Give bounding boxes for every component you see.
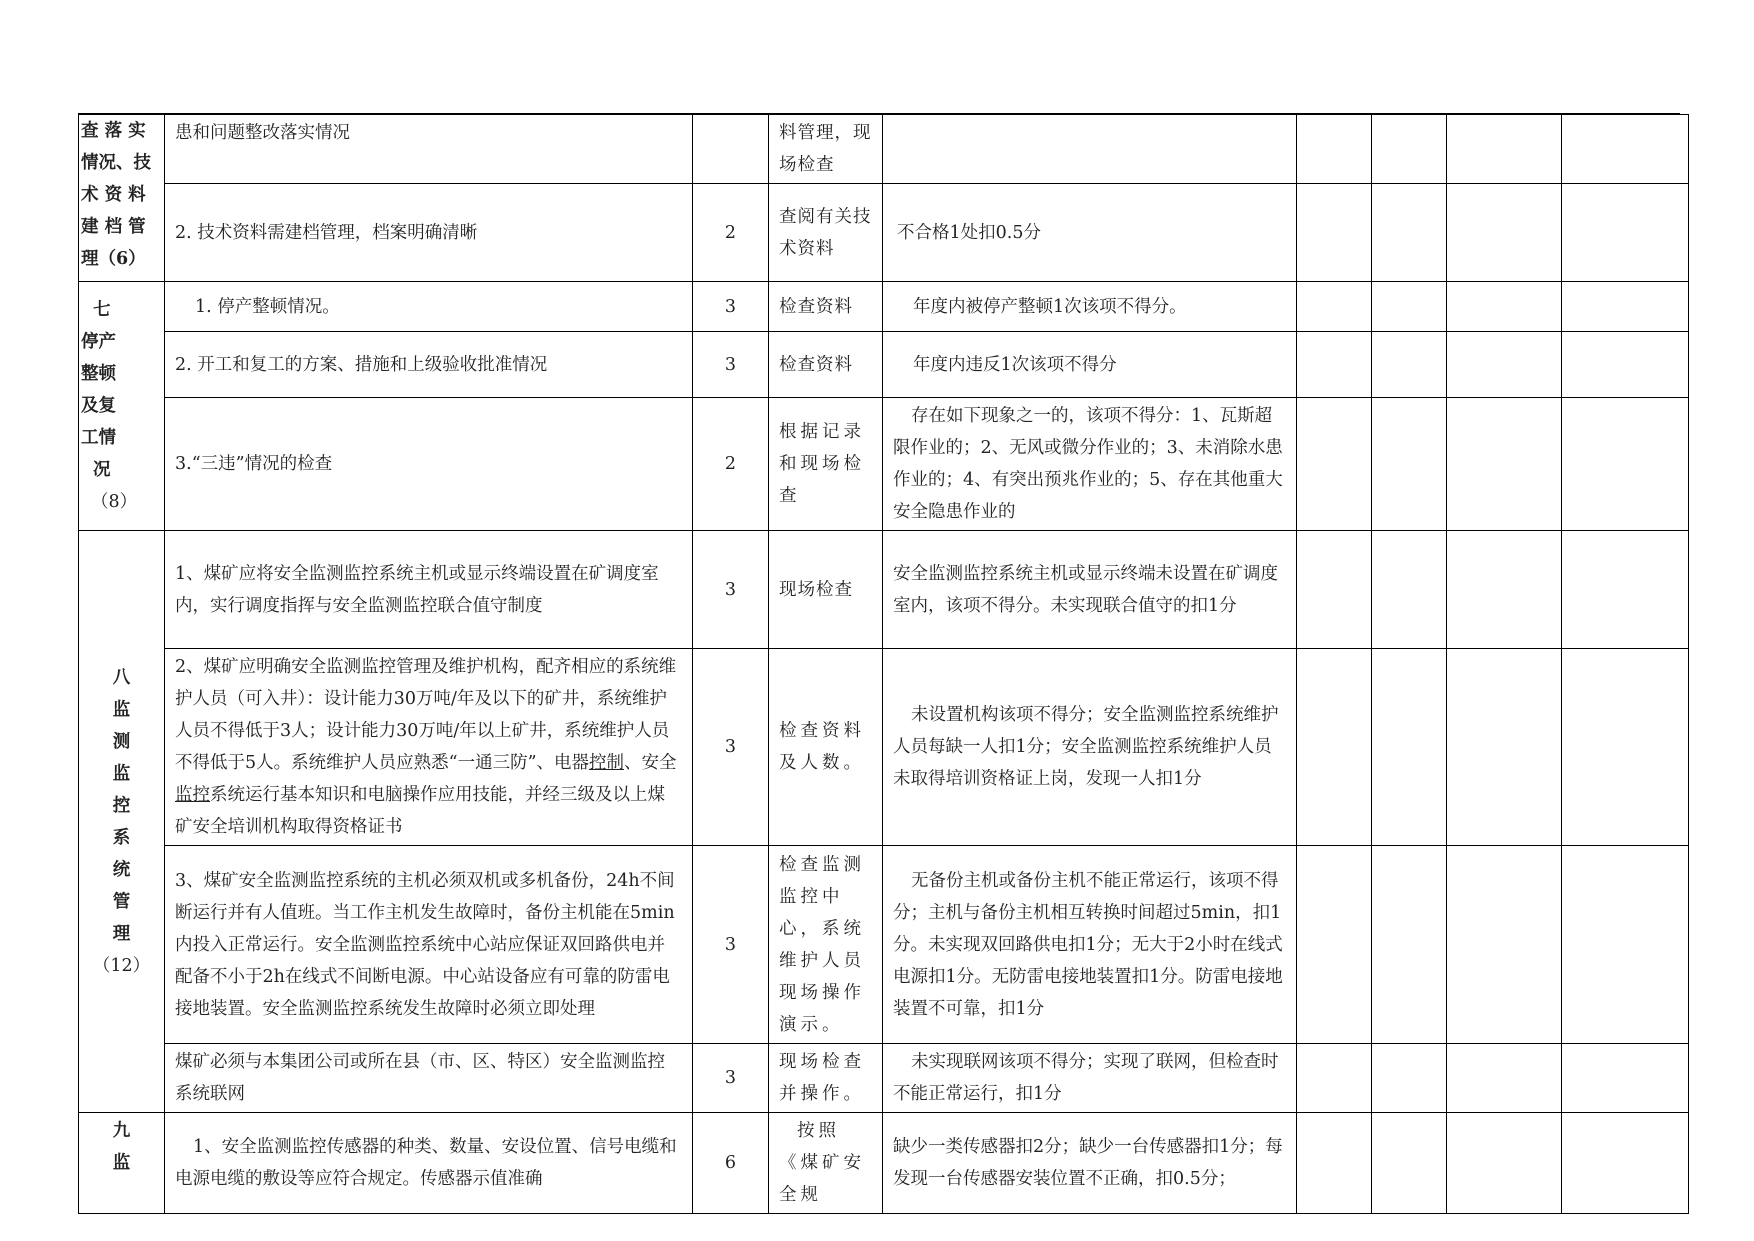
- rule-cell: 存在如下现象之一的，该项不得分：1、瓦斯超限作业的；2、无风或微分作业的；3、未消除水患作业的；4、有突出预兆作业的；5、存在其他重大安全隐患作业的: [883, 398, 1297, 531]
- table-row: [79, 531, 1689, 649]
- blank-cell: [1297, 649, 1372, 846]
- score-cell: 3: [693, 531, 769, 649]
- blank-cell: [1447, 1113, 1562, 1214]
- blank-cell: [1297, 846, 1372, 1044]
- category-line: 八: [112, 667, 131, 688]
- method-cell: 料管理，现场检查: [769, 115, 883, 184]
- table-row: [79, 184, 1689, 282]
- blank-cell: [1297, 282, 1372, 332]
- category-line: （12）: [92, 955, 151, 976]
- category-line: 工情: [81, 428, 116, 448]
- score-cell: 2: [693, 184, 769, 282]
- method-cell: 按照《煤矿安全规: [769, 1113, 883, 1214]
- item-cell: 患和问题整改落实情况: [165, 115, 693, 184]
- method-cell: 现场检查: [769, 531, 883, 649]
- blank-cell: [1447, 846, 1562, 1044]
- blank-cell: [1297, 184, 1372, 282]
- blank-cell: [1372, 531, 1447, 649]
- category-line: 术 资 料: [81, 185, 146, 205]
- category-line: 及复: [81, 396, 116, 416]
- method-cell: 现场检查并操作。: [769, 1044, 883, 1113]
- category-line: 监: [112, 763, 131, 784]
- rule-cell: 未设置机构该项不得分；安全监测监控系统维护人员每缺一人扣1分；安全监测监控系统维护人员未取得培训资格证上岗，发现一人扣1分: [883, 649, 1297, 846]
- item-cell: 1. 停产整顿情况。: [165, 282, 693, 332]
- blank-cell: [1447, 1044, 1562, 1113]
- category-cell-8: [79, 531, 165, 1113]
- category-line: 监: [112, 699, 131, 720]
- inspection-table: [78, 114, 1689, 1214]
- blank-cell: [1447, 332, 1562, 398]
- blank-cell: [1297, 1044, 1372, 1113]
- item-text: 、安全: [624, 753, 677, 773]
- blank-cell: [1562, 649, 1689, 846]
- rule-cell: 安全监测监控系统主机或显示终端未设置在矿调度室内，该项不得分。未实现联合值守的扣1分: [883, 531, 1297, 649]
- table-row: [79, 115, 1689, 184]
- blank-cell: [1562, 282, 1689, 332]
- score-cell: 3: [693, 282, 769, 332]
- blank-cell: [1562, 115, 1689, 184]
- blank-cell: [1372, 1044, 1447, 1113]
- blank-cell: [1562, 184, 1689, 282]
- rule-cell: 未实现联网该项不得分；实现了联网，但检查时不能正常运行，扣1分: [883, 1044, 1297, 1113]
- category-line: 系: [112, 827, 131, 848]
- blank-cell: [1297, 1113, 1372, 1214]
- blank-cell: [1562, 531, 1689, 649]
- table-row: [79, 332, 1689, 398]
- blank-cell: [1447, 649, 1562, 846]
- score-cell: [693, 115, 769, 184]
- score-cell: 3: [693, 1044, 769, 1113]
- underlined-term: 控制: [589, 753, 625, 773]
- blank-cell: [1372, 649, 1447, 846]
- table-row: [79, 846, 1689, 1044]
- item-cell: 3.“三违”情况的检查: [165, 398, 693, 531]
- item-cell: 煤矿必须与本集团公司或所在县（市、区、特区）安全监测监控系统联网: [165, 1044, 693, 1113]
- method-cell: 检查资料: [769, 282, 883, 332]
- blank-cell: [1447, 184, 1562, 282]
- method-cell: 检查资料: [769, 332, 883, 398]
- blank-cell: [1562, 398, 1689, 531]
- score-cell: 3: [693, 649, 769, 846]
- category-line: 况: [93, 460, 111, 480]
- blank-cell: [1562, 332, 1689, 398]
- category-cell-6: [79, 115, 165, 282]
- category-line: 测: [112, 731, 131, 752]
- item-cell: 1、安全监测监控传感器的种类、数量、安设位置、信号电缆和电源电缆的敷设等应符合规定。传感器示值准确: [165, 1113, 693, 1214]
- item-cell: 3、煤矿安全监测监控系统的主机必须双机或多机备份，24h不间断运行并有人值班。当工作主机发生故障时，备份主机能在5min内投入正常运行。安全监测监控系统中心站应保证双回路供电并配备不小于2h在线式不间断电源。中心站设备应有可靠的防雷电接地装置。安全监测监控系统发生故障时必须立即处理: [165, 846, 693, 1044]
- rule-cell: 年度内被停产整顿1次该项不得分。: [883, 282, 1297, 332]
- rule-cell: 不合格1处扣0.5分: [883, 184, 1297, 282]
- blank-cell: [1372, 282, 1447, 332]
- blank-cell: [1447, 282, 1562, 332]
- table-row: [79, 1113, 1689, 1214]
- score-cell: 3: [693, 332, 769, 398]
- category-line: 控: [112, 795, 131, 816]
- blank-cell: [1372, 184, 1447, 282]
- score-cell: 2: [693, 398, 769, 531]
- method-cell: 根据记录和现场检查: [769, 398, 883, 531]
- category-line: 停产: [81, 332, 116, 352]
- blank-cell: [1447, 115, 1562, 184]
- underlined-term: 监控: [175, 785, 210, 805]
- rule-cell: 无备份主机或备份主机不能正常运行，该项不得分；主机与备份主机相互转换时间超过5min，扣1分。未实现双回路供电扣1分；无大于2小时在线式电源扣1分。无防雷电接地装置扣1分。防雷电接地装置不可靠，扣1分: [883, 846, 1297, 1044]
- table-row: [79, 649, 1689, 846]
- rule-cell: 缺少一类传感器扣2分；缺少一台传感器扣1分；每发现一台传感器安装位置不正确，扣0.5分；: [883, 1113, 1297, 1214]
- method-cell: 检查资料及人数。: [769, 649, 883, 846]
- category-line: 九: [112, 1121, 131, 1141]
- item-text: 系统运行基本知识和电脑操作应用技能，并经三级及以上煤矿安全培训机构取得资格证书: [175, 785, 665, 837]
- score-cell: 3: [693, 846, 769, 1044]
- method-cell: 检查监测监控中心，系统维护人员现场操作演示。: [769, 846, 883, 1044]
- table-row: [79, 398, 1689, 531]
- blank-cell: [1372, 332, 1447, 398]
- table-row: [79, 282, 1689, 332]
- blank-cell: [1297, 531, 1372, 649]
- category-line: 情况、技: [81, 153, 151, 173]
- blank-cell: [1562, 1044, 1689, 1113]
- item-cell: 2. 开工和复工的方案、措施和上级验收批准情况: [165, 332, 693, 398]
- blank-cell: [1562, 846, 1689, 1044]
- category-line: 理: [112, 923, 131, 944]
- blank-cell: [1447, 531, 1562, 649]
- blank-cell: [1447, 398, 1562, 531]
- item-cell: 1、煤矿应将安全监测监控系统主机或显示终端设置在矿调度室内，实行调度指挥与安全监测监控联合值守制度: [165, 531, 693, 649]
- blank-cell: [1562, 1113, 1689, 1214]
- category-line: 监: [112, 1153, 131, 1173]
- blank-cell: [1372, 846, 1447, 1044]
- method-cell: 查阅有关技术资料: [769, 184, 883, 282]
- category-line: （8）: [91, 492, 138, 512]
- score-cell: 6: [693, 1113, 769, 1214]
- blank-cell: [1297, 115, 1372, 184]
- item-text: 2、煤矿应明确安全监测监控管理及维护机构，配齐相应的系统维护人员（可入井）：设计能力30万吨/年及以下的矿井，系统维护人员不得低于3人；设计能力30万吨/年以上矿井，系统维护人员不得低于5人。系统维护人员应熟悉“一通三防”、电器: [175, 657, 677, 773]
- category-cell-7: [79, 282, 165, 531]
- category-line: 管: [112, 891, 131, 912]
- rule-cell: 年度内违反1次该项不得分: [883, 332, 1297, 398]
- blank-cell: [1372, 1113, 1447, 1214]
- category-line: 统: [112, 859, 131, 880]
- table-row: [79, 1044, 1689, 1113]
- item-cell: 2. 技术资料需建档管理，档案明确清晰: [165, 184, 693, 282]
- category-line: 整顿: [81, 364, 116, 384]
- category-line: 理（6）: [81, 249, 146, 269]
- blank-cell: [1372, 398, 1447, 531]
- category-line: 七: [93, 300, 111, 320]
- blank-cell: [1372, 115, 1447, 184]
- category-cell-9: [79, 1113, 165, 1214]
- blank-cell: [1297, 398, 1372, 531]
- rule-cell: [883, 115, 1297, 184]
- category-line: 查 落 实: [81, 121, 146, 141]
- blank-cell: [1297, 332, 1372, 398]
- item-cell: [165, 649, 693, 846]
- category-line: 建 档 管: [81, 217, 146, 237]
